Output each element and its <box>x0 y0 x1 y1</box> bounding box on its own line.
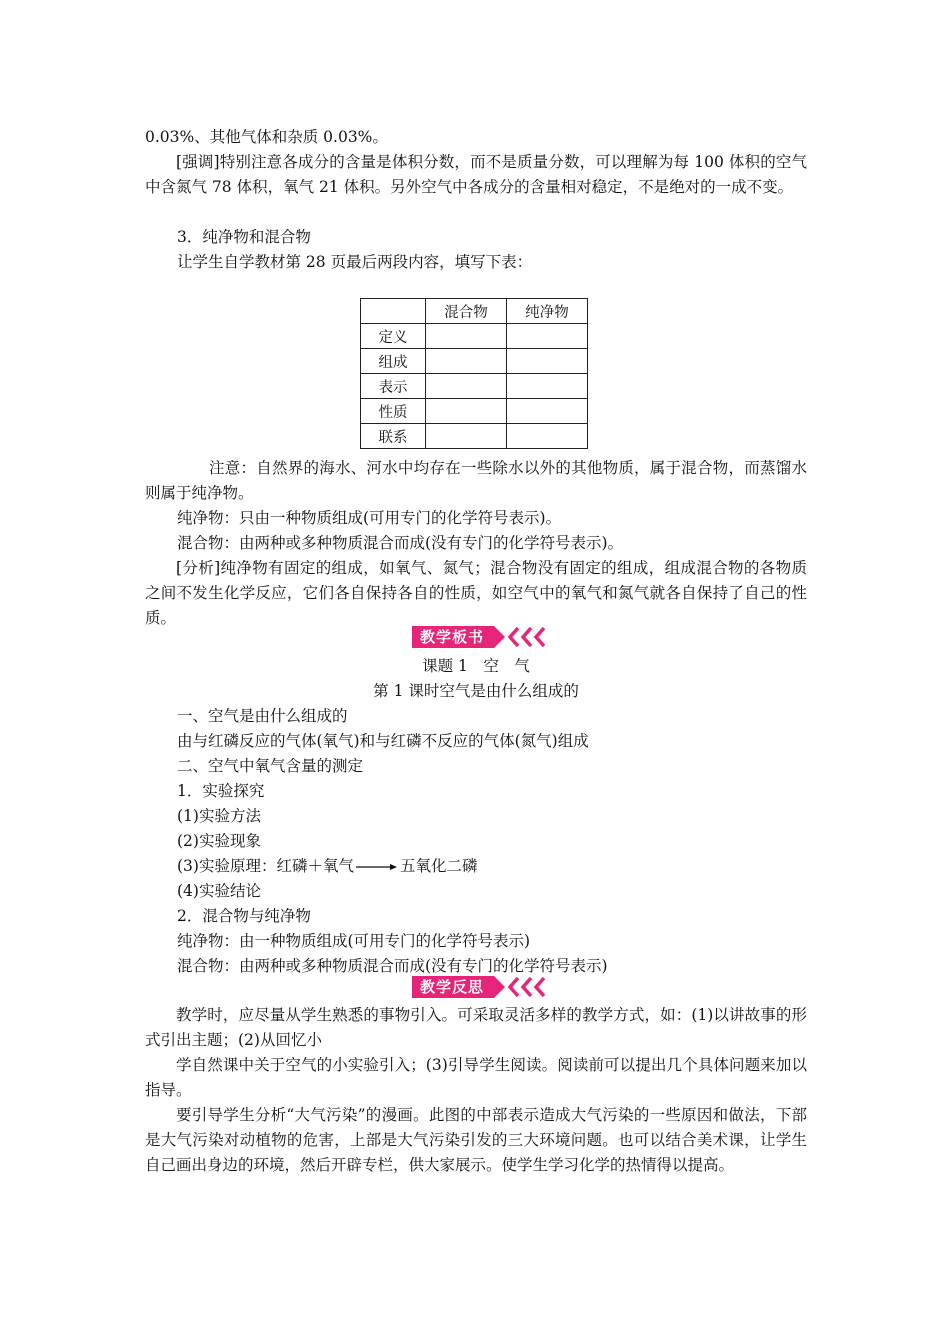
instruction-text: 让学生自学教材第 28 页最后两段内容，填写下表： <box>177 253 533 271</box>
reaction-reactants: (3)实验原理：红磷＋氧气 <box>177 857 354 875</box>
table-row <box>361 324 588 349</box>
table-header-cell <box>361 299 426 324</box>
board-item: (4)实验结论 <box>177 882 261 900</box>
table-row <box>361 374 588 399</box>
banner-label: 教学反思 <box>412 976 494 998</box>
board-item: 混合物：由两种或多种物质混合而成(没有专门的化学符号表示) <box>177 957 608 975</box>
board-heading-2: 二、空气中氧气含量的测定 <box>177 757 364 775</box>
empty-cell <box>507 399 588 424</box>
emphasis-paragraph: [强调]特别注意各成分的含量是体积分数，而不是质量分数，可以理解为每 100 体积的空气中含氮气 78 体积，氧气 21 体积。另外空气中各成分的含量相对稳定，不是绝对的一成不变。 <box>145 153 807 196</box>
empty-cell <box>426 324 507 349</box>
reflection-paragraph: 要引导学生分析“大气污染”的漫画。此图的中部表示造成大气污染的一些原因和做法，下部是大气污染对动植物的危害，上部是大气污染引发的三大环境问题。也可以结合美术课，让学生自己画出身边的环境，然后开辟专栏，供大家展示。使学生学习化学的热情得以提高。 <box>145 1106 807 1174</box>
empty-cell <box>426 399 507 424</box>
board-banner <box>412 626 554 648</box>
board-item: 纯净物：由一种物质组成(可用专门的化学符号表示) <box>177 932 531 950</box>
board-item: (1)实验方法 <box>177 807 261 825</box>
chevrons-icon <box>506 976 554 998</box>
table-header-row <box>361 299 588 324</box>
empty-cell <box>426 349 507 374</box>
empty-cell <box>507 324 588 349</box>
board-title: 课题 1 空 气 <box>422 657 530 675</box>
empty-cell <box>507 349 588 374</box>
row-label: 组成 <box>361 349 426 374</box>
empty-cell <box>426 374 507 399</box>
row-label: 联系 <box>361 424 426 449</box>
analysis-paragraph: [分析]纯净物有固定的组成，如氧气、氮气；混合物没有固定的组成，组成混合物的各物质之间不发生化学反应，它们各自保持各自的性质，如空气中的氧气和氮气就各自保持了自己的性质。 <box>145 559 807 627</box>
reflection-paragraph: 学自然课中关于空气的小实验引入；(3)引导学生阅读。阅读前可以提出几个具体问题来加以指导。 <box>145 1056 807 1099</box>
board-item: (2)实验现象 <box>177 832 261 850</box>
board-item: 2．混合物与纯净物 <box>177 907 311 925</box>
reflection-banner <box>412 976 554 998</box>
comparison-table <box>360 298 588 449</box>
table-row <box>361 349 588 374</box>
reaction-product: 五氧化二磷 <box>399 857 478 875</box>
table-header-cell: 纯净物 <box>507 299 588 324</box>
para-line: 0.03%、其他气体和杂质 0.03%。 <box>145 128 388 146</box>
table-row <box>361 399 588 424</box>
reaction-line <box>177 854 477 879</box>
reaction-arrow-icon <box>356 861 398 873</box>
reflection-paragraph: 教学时，应尽量从学生熟悉的事物引入。可采取灵活多样的教学方式，如：(1)以讲故事的形式引出主题；(2)从回忆小 <box>145 1006 807 1049</box>
board-text: 由与红磷反应的气体(氧气)和与红磷不反应的气体(氮气)组成 <box>177 732 589 750</box>
empty-cell <box>507 374 588 399</box>
board-heading-1: 一、空气是由什么组成的 <box>177 707 348 725</box>
row-label: 表示 <box>361 374 426 399</box>
note-paragraph: 注意：自然界的海水、河水中均存在一些除水以外的其他物质，属于混合物，而蒸馏水则属于纯净物。 <box>145 459 807 502</box>
chevrons-icon <box>506 626 554 648</box>
banner-label: 教学板书 <box>412 626 494 648</box>
empty-cell <box>507 424 588 449</box>
section-heading: 3．纯净物和混合物 <box>177 228 311 246</box>
board-item: 1．实验探究 <box>177 782 265 800</box>
mixture-definition: 混合物：由两种或多种物质混合而成(没有专门的化学符号表示)。 <box>177 534 624 552</box>
row-label: 定义 <box>361 324 426 349</box>
table-header-cell: 混合物 <box>426 299 507 324</box>
pure-definition: 纯净物：只由一种物质组成(可用专门的化学符号表示)。 <box>177 509 562 527</box>
table-row <box>361 424 588 449</box>
board-subtitle: 第 1 课时空气是由什么组成的 <box>373 682 579 700</box>
row-label: 性质 <box>361 399 426 424</box>
empty-cell <box>426 424 507 449</box>
